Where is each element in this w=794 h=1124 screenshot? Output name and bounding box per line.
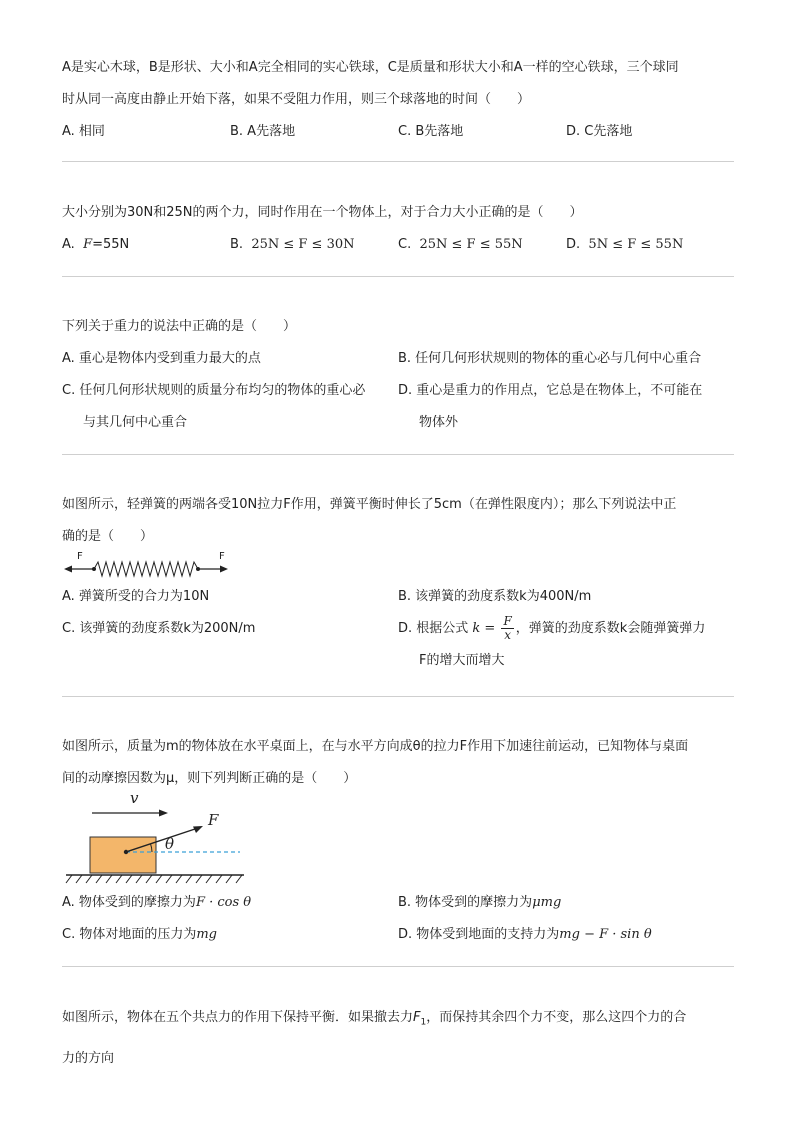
option-c[interactable]: C. 该弹簧的劲度系数k为200N/m — [62, 621, 256, 636]
option-b-math: 25N ≤ F ≤ 30N — [251, 237, 355, 252]
divider — [62, 966, 734, 967]
option-d-label: D. — [566, 237, 581, 252]
option-a[interactable]: A. 弹簧所受的合力为10N — [62, 589, 210, 604]
question-1-stem-line-1: A是实心木球，B是形状、大小和A完全相同的实心铁球，C是质量和形状大小和A一样的空心铁球，三个球同 — [62, 60, 679, 75]
question-3-stem: 下列关于重力的说法中正确的是（ ） — [62, 319, 297, 334]
option-c[interactable]: C. B先落地 — [398, 124, 464, 139]
question-3-options-row-1 — [62, 343, 734, 375]
option-b[interactable]: B. A先落地 — [230, 124, 296, 139]
option-c-math: 25N ≤ F ≤ 55N — [419, 237, 523, 252]
option-a-math: F · cos θ — [195, 895, 252, 910]
option-b-text: B. 物体受到的摩擦力为 — [398, 895, 533, 910]
option-b[interactable] — [398, 887, 561, 919]
question-5-options-row-2 — [62, 919, 734, 951]
question-4-options-row-3 — [62, 645, 734, 677]
option-a-text: A. 物体受到的摩擦力为 — [62, 895, 196, 910]
option-d-text: D. 物体受到地面的支持力为 — [398, 927, 560, 942]
option-d[interactable]: D. C先落地 — [566, 124, 633, 139]
question-1-stem-line-2: 时从同一高度由静止开始下落，如果不受阻力作用，则三个球落地的时间（ ） — [62, 92, 531, 107]
formula-lhs: k = — [472, 621, 496, 636]
question-1-options — [62, 116, 734, 148]
question-6-stem-line-1 — [62, 1000, 734, 1041]
question-5-stem-line-2: 间的动摩擦因数为μ，则下列判断正确的是（ ） — [62, 771, 357, 786]
velocity-label: v — [130, 789, 139, 807]
question-4-options-row-1 — [62, 581, 734, 613]
option-c-math: mg — [196, 927, 217, 942]
force-label: F — [208, 811, 219, 829]
question-6-stem-post: ，而保持其余四个力不变，那么这四个力的合 — [426, 1010, 687, 1025]
option-a-label: A. — [62, 237, 75, 252]
option-a[interactable] — [62, 887, 251, 919]
option-d[interactable]: D. 重心是重力的作用点，它总是在物体上，不可能在 — [398, 383, 703, 398]
option-c[interactable] — [398, 229, 523, 261]
question-6-stem-pre: 如图所示，物体在五个共点力的作用下保持平衡．如果撤去力 — [62, 1010, 414, 1025]
option-c[interactable]: C. 任何几何形状规则的质量分布均匀的物体的重心必 — [62, 383, 366, 398]
question-6 — [62, 1000, 734, 1077]
fraction-numerator: F — [503, 614, 512, 628]
divider — [62, 161, 734, 162]
force-subscript: 1 — [420, 1017, 427, 1028]
question-4-options-row-2 — [62, 613, 734, 645]
question-3-options-row-2 — [62, 375, 734, 407]
option-b[interactable] — [230, 229, 355, 261]
question-4-stem-line-2: 确的是（ ） — [62, 529, 154, 544]
option-a[interactable] — [62, 229, 129, 261]
option-d[interactable] — [566, 229, 683, 261]
option-a[interactable]: A. 相同 — [62, 124, 105, 139]
question-6-stem-line-2: 力的方向 — [62, 1050, 115, 1066]
option-c-continued: 与其几何中心重合 — [83, 415, 188, 430]
force-variable: F — [83, 237, 93, 252]
fraction-denominator: x — [504, 628, 512, 642]
option-b-math: μmg — [532, 895, 562, 910]
option-a-value: =55N — [92, 237, 130, 252]
option-b-label: B. — [230, 237, 244, 252]
option-c-text: C. 物体对地面的压力为 — [62, 927, 197, 942]
option-c[interactable] — [62, 919, 217, 951]
option-d[interactable] — [398, 613, 705, 645]
question-4-stem-line-1: 如图所示，轻弹簧的两端各受10N拉力F作用，弹簧平衡时伸长了5cm（在弹性限度内）；那么下列说法中正 — [62, 497, 677, 512]
option-d-continued: 物体外 — [419, 415, 459, 430]
question-2 — [62, 197, 734, 261]
option-c-label: C. — [398, 237, 412, 252]
force-label-left: F — [77, 551, 83, 562]
option-b[interactable]: B. 任何几何形状规则的物体的重心必与几何中心重合 — [398, 351, 702, 366]
option-d-suffix: ，弹簧的劲度系数k会随弹簧弹力 — [515, 621, 706, 636]
question-2-stem: 大小分别为30N和25N的两个力，同时作用在一个物体上，对于合力大小正确的是（ ） — [62, 205, 583, 220]
divider — [62, 276, 734, 277]
formula-fraction — [501, 615, 513, 642]
question-4 — [62, 489, 734, 677]
option-b[interactable]: B. 该弹簧的劲度系数k为400N/m — [398, 589, 592, 604]
force-label-right: F — [219, 551, 225, 562]
option-d-prefix: D. 根据公式 — [398, 621, 469, 636]
question-3-options-row-3 — [62, 407, 734, 439]
question-5-stem-line-1: 如图所示，质量为m的物体放在水平桌面上，在与水平方向成θ的拉力F作用下加速往前运动，已知物体与桌面 — [62, 739, 689, 754]
option-d-math: 5N ≤ F ≤ 55N — [588, 237, 684, 252]
spring-diagram — [62, 553, 242, 581]
block-figure — [62, 789, 734, 887]
angle-label: θ — [165, 835, 175, 853]
spring-figure — [62, 553, 734, 581]
force-variable: F — [413, 1010, 421, 1025]
question-2-options — [62, 229, 734, 261]
option-a[interactable]: A. 重心是物体内受到重力最大的点 — [62, 351, 261, 366]
divider — [62, 696, 734, 697]
question-5 — [62, 731, 734, 951]
question-3 — [62, 311, 734, 439]
option-d-continued: F的增大而增大 — [419, 653, 505, 668]
option-d[interactable] — [398, 919, 652, 951]
block-diagram — [62, 795, 262, 887]
divider — [62, 454, 734, 455]
question-1 — [62, 52, 734, 148]
option-d-math: mg − F · sin θ — [559, 927, 652, 942]
question-5-options-row-1 — [62, 887, 734, 919]
